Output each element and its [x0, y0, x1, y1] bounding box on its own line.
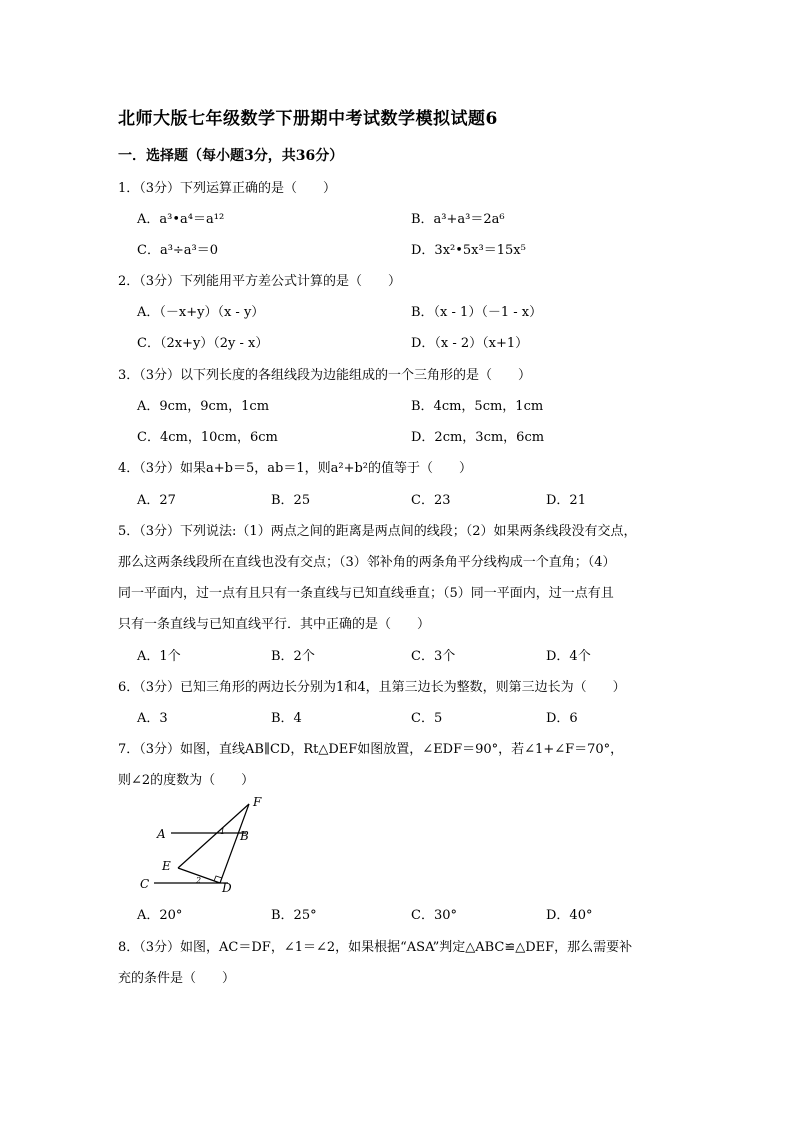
question-2-option-d: D．（x - 2）（x+1）: [411, 336, 529, 351]
question-7-option-b: B．25°: [271, 908, 317, 923]
question-6-stem: 6．（3分）已知三角形的两边长分别为1和4，且第三边长为整数，则第三边长为（ ）: [118, 680, 626, 695]
label-angle-1: 1: [220, 827, 226, 836]
question-7-option-a: A．20°: [137, 908, 183, 923]
segment-fe: [178, 804, 249, 868]
question-2-option-b: B．（x - 1）（－1 - x）: [411, 305, 543, 320]
question-3-option-b: B．4cm，5cm，1cm: [411, 399, 544, 414]
section-heading: 一．选择题（每小题3分，共36分）: [118, 148, 344, 164]
label-c: C: [140, 877, 150, 891]
question-5-line-1: 5．（3分）下列说法:（1）两点之间的距离是两点间的线段；（2）如果两条线段没有交点，: [118, 524, 637, 539]
label-angle-2: 2: [196, 876, 202, 885]
question-7-line-2: 则∠2的度数为（ ）: [118, 773, 255, 788]
question-8-line-2: 充的条件是（ ）: [118, 971, 236, 986]
question-2-option-a: A．（－x+y）（x - y）: [137, 305, 265, 320]
question-5-option-b: B．2个: [271, 649, 315, 664]
question-7-option-c: C．30°: [411, 908, 457, 923]
question-5-option-c: C．3个: [411, 649, 456, 664]
segment-fd: [220, 804, 249, 883]
label-f: F: [253, 796, 262, 809]
question-4-option-c: C．23: [411, 493, 451, 508]
question-5-line-2: 那么这两条线段所在直线也没有交点；（3）邻补角的两条角平分线构成一个直角；（4）: [118, 555, 616, 570]
label-e: E: [162, 859, 171, 873]
question-5-line-3: 同一平面内，过一点有且只有一条直线与已知直线垂直；（5）同一平面内，过一点有且: [118, 586, 614, 601]
question-3-stem: 3．（3分）以下列长度的各组线段为边能组成的一个三角形的是（ ）: [118, 368, 532, 383]
question-7-option-d: D．40°: [546, 908, 593, 923]
question-4-option-b: B．25: [271, 493, 311, 508]
question-4-option-a: A．27: [137, 493, 176, 508]
question-3-option-d: D．2cm，3cm，6cm: [411, 430, 545, 445]
question-1-option-d: D．3x²•5x³＝15x⁵: [411, 243, 526, 258]
question-5-option-a: A．1个: [137, 649, 181, 664]
question-6-option-c: C．5: [411, 711, 443, 726]
question-2-stem: 2．（3分）下列能用平方差公式计算的是（ ）: [118, 274, 402, 289]
question-5-line-4: 只有一条直线与已知直线平行．其中正确的是（ ）: [118, 617, 431, 632]
question-4-stem: 4．（3分）如果a+b＝5，ab＝1，则a²+b²的值等于（ ）: [118, 461, 473, 476]
question-7-line-1: 7．（3分）如图，直线AB∥CD，Rt△DEF如图放置，∠EDF＝90°，若∠1+∠F＝70°，: [118, 742, 624, 757]
question-7-figure: [136, 796, 276, 896]
question-6-option-a: A．3: [137, 711, 168, 726]
page-title: 北师大版七年级数学下册期中考试数学模拟试题6: [118, 109, 498, 129]
label-a: A: [157, 827, 166, 841]
question-3-option-a: A．9cm，9cm，1cm: [137, 399, 270, 414]
question-1-stem: 1．（3分）下列运算正确的是（ ）: [118, 181, 337, 196]
question-3-option-c: C．4cm，10cm，6cm: [137, 430, 278, 445]
label-d: D: [222, 881, 232, 895]
question-2-option-c: C．（2x+y）（2y - x）: [137, 336, 269, 351]
question-5-option-d: D．4个: [546, 649, 591, 664]
question-4-option-d: D．21: [546, 493, 586, 508]
question-6-option-d: D．6: [546, 711, 578, 726]
question-1-option-a: A．a³•a⁴＝a¹²: [137, 212, 225, 227]
question-1-option-b: B．a³+a³＝2a⁶: [411, 212, 505, 227]
question-1-option-c: C．a³÷a³＝0: [137, 243, 219, 258]
label-b: B: [240, 829, 249, 843]
question-8-line-1: 8．（3分）如图，AC＝DF，∠1＝∠2，如果根据“ASA”判定△ABC≌△DEF，那么需要补: [118, 940, 633, 955]
question-6-option-b: B．4: [271, 711, 302, 726]
